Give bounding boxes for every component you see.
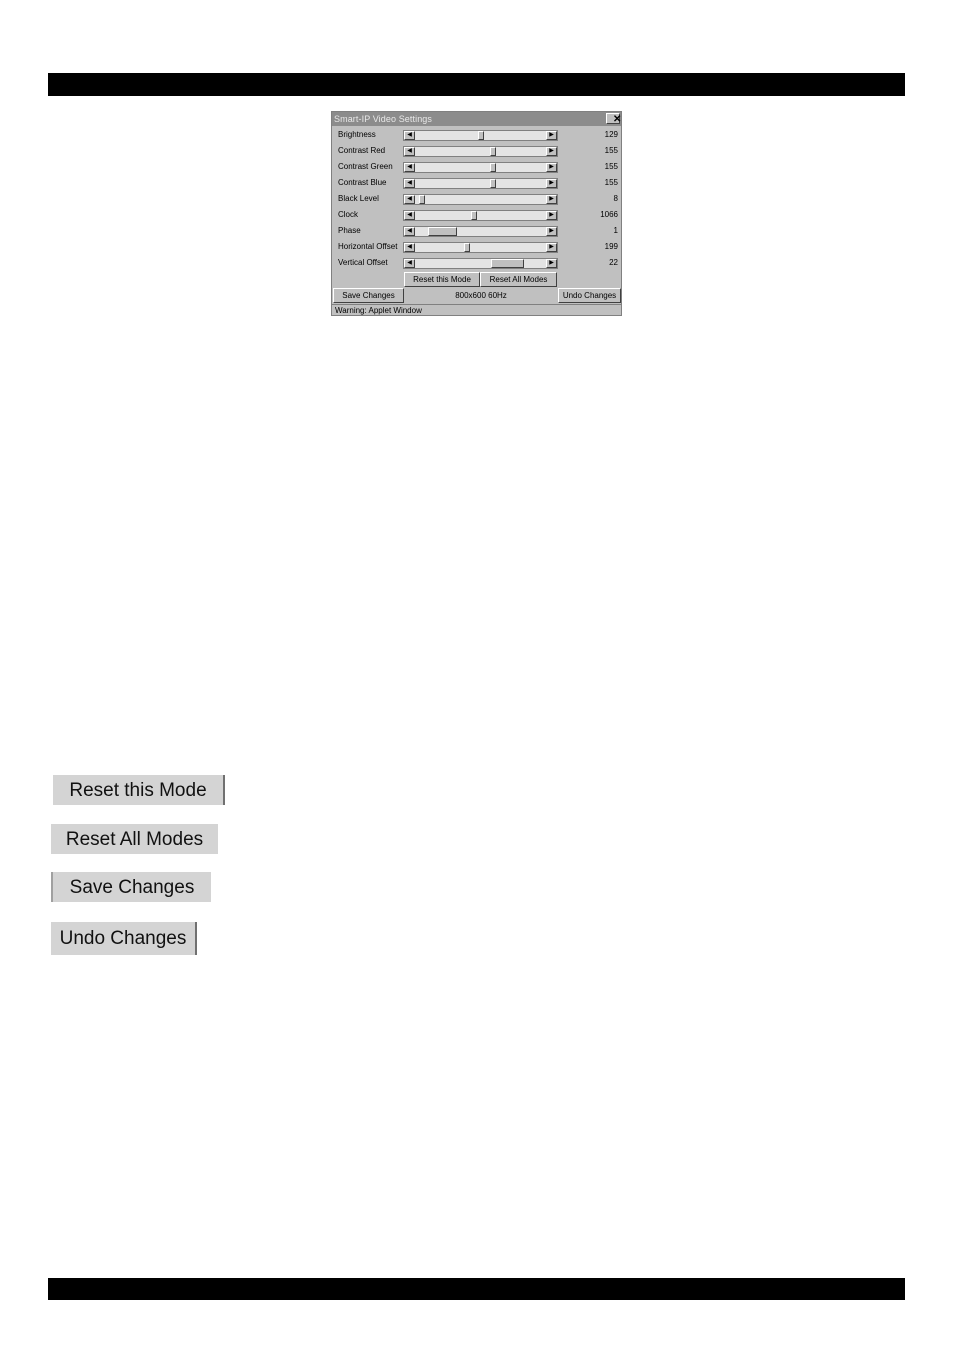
- arrow-left-icon[interactable]: ◀: [404, 163, 415, 172]
- slider-row: [332, 224, 621, 238]
- arrow-left-icon[interactable]: ◀: [404, 259, 415, 268]
- slider-value: 1: [613, 226, 618, 235]
- slider-scrollbar[interactable]: [403, 146, 558, 157]
- slider-value: 129: [604, 130, 618, 139]
- slider-scrollbar[interactable]: [403, 130, 558, 141]
- slider-scrollbar[interactable]: [403, 242, 558, 253]
- slider-value: 199: [604, 242, 618, 251]
- slider-thumb[interactable]: [471, 211, 477, 220]
- slider-row: [332, 256, 621, 270]
- close-icon[interactable]: ✕: [606, 113, 620, 124]
- slider-row: [332, 128, 621, 142]
- undo-changes-button[interactable]: Undo Changes: [558, 288, 621, 303]
- slider-row: [332, 208, 621, 222]
- reset-this-mode-button[interactable]: Reset this Mode: [404, 272, 480, 287]
- arrow-right-icon[interactable]: ▶: [546, 147, 557, 156]
- slider-track[interactable]: [415, 227, 546, 236]
- slider-thumb[interactable]: [490, 163, 496, 172]
- slider-scrollbar[interactable]: [403, 162, 558, 173]
- slider-value: 155: [604, 162, 618, 171]
- window-title: Smart-IP Video Settings: [332, 112, 621, 126]
- slider-thumb[interactable]: [419, 195, 425, 204]
- arrow-right-icon[interactable]: ▶: [546, 195, 557, 204]
- slider-label: Contrast Green: [338, 162, 393, 171]
- slider-scrollbar[interactable]: [403, 210, 558, 221]
- slider-label: Horizontal Offset: [338, 242, 398, 251]
- slider-label: Clock: [338, 210, 359, 219]
- reset-all-modes-button[interactable]: Reset All Modes: [480, 272, 557, 287]
- arrow-right-icon[interactable]: ▶: [546, 179, 557, 188]
- arrow-left-icon[interactable]: ◀: [404, 179, 415, 188]
- slider-thumb[interactable]: [491, 259, 524, 268]
- arrow-right-icon[interactable]: ▶: [546, 243, 557, 252]
- slider-thumb[interactable]: [478, 131, 484, 140]
- arrow-right-icon[interactable]: ▶: [546, 259, 557, 268]
- slider-value: 22: [609, 258, 618, 267]
- slider-value: 1066: [600, 210, 618, 219]
- slider-scrollbar[interactable]: [403, 258, 558, 269]
- arrow-left-icon[interactable]: ◀: [404, 243, 415, 252]
- slider-label: Contrast Red: [338, 146, 386, 155]
- arrow-left-icon[interactable]: ◀: [404, 211, 415, 220]
- slider-track[interactable]: [415, 131, 546, 140]
- arrow-left-icon[interactable]: ◀: [404, 227, 415, 236]
- arrow-right-icon[interactable]: ▶: [546, 163, 557, 172]
- slider-track[interactable]: [415, 211, 546, 220]
- slider-thumb[interactable]: [490, 147, 496, 156]
- slider-track[interactable]: [415, 243, 546, 252]
- slider-thumb[interactable]: [464, 243, 470, 252]
- header-bar: [48, 73, 905, 96]
- video-settings-window: [331, 111, 622, 316]
- slider-thumb[interactable]: [490, 179, 496, 188]
- undo-changes-button-large[interactable]: Undo Changes: [51, 922, 197, 955]
- slider-row: [332, 192, 621, 206]
- slider-scrollbar[interactable]: [403, 226, 558, 237]
- reset-this-mode-button-large[interactable]: Reset this Mode: [53, 775, 225, 805]
- slider-value: 8: [613, 194, 618, 203]
- footer-bar: [48, 1278, 905, 1300]
- slider-track[interactable]: [415, 259, 546, 268]
- slider-track[interactable]: [415, 195, 546, 204]
- arrow-left-icon[interactable]: ◀: [404, 131, 415, 140]
- slider-row: [332, 144, 621, 158]
- slider-track[interactable]: [415, 179, 546, 188]
- slider-row: [332, 240, 621, 254]
- arrow-right-icon[interactable]: ▶: [546, 131, 557, 140]
- slider-label: Contrast Blue: [338, 178, 387, 187]
- slider-thumb[interactable]: [428, 227, 457, 236]
- slider-label: Black Level: [338, 194, 379, 203]
- arrow-left-icon[interactable]: ◀: [404, 195, 415, 204]
- arrow-left-icon[interactable]: ◀: [404, 147, 415, 156]
- slider-label: Vertical Offset: [338, 258, 388, 267]
- video-mode-display: 800x600 60Hz: [455, 291, 507, 300]
- reset-all-modes-button-large[interactable]: Reset All Modes: [51, 824, 218, 854]
- slider-value: 155: [604, 178, 618, 187]
- slider-row: [332, 176, 621, 190]
- slider-track[interactable]: [415, 163, 546, 172]
- arrow-right-icon[interactable]: ▶: [546, 211, 557, 220]
- save-changes-button[interactable]: Save Changes: [333, 288, 404, 303]
- slider-label: Brightness: [338, 130, 376, 139]
- slider-value: 155: [604, 146, 618, 155]
- save-changes-button-large[interactable]: Save Changes: [51, 872, 211, 902]
- applet-warning-status: Warning: Applet Window: [332, 304, 621, 315]
- slider-scrollbar[interactable]: [403, 194, 558, 205]
- arrow-right-icon[interactable]: ▶: [546, 227, 557, 236]
- slider-scrollbar[interactable]: [403, 178, 558, 189]
- slider-track[interactable]: [415, 147, 546, 156]
- slider-label: Phase: [338, 226, 361, 235]
- slider-row: [332, 160, 621, 174]
